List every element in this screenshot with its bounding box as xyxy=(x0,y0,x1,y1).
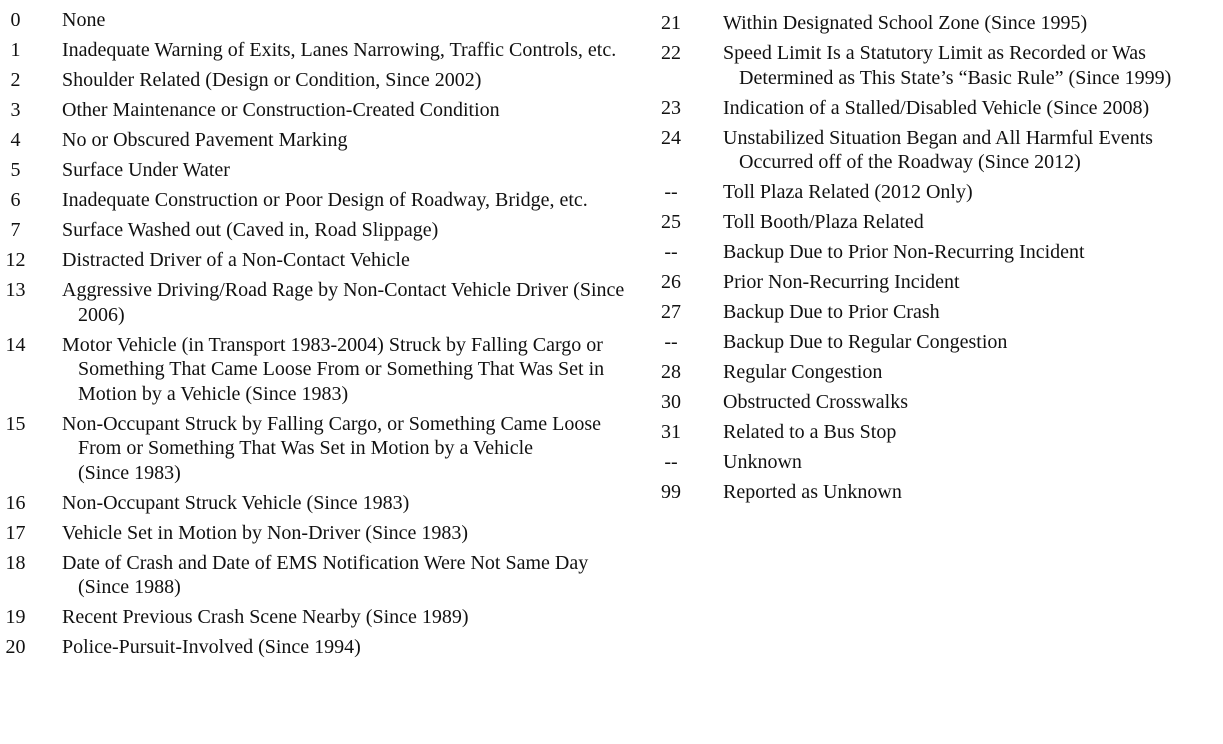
item-code: 31 xyxy=(661,421,681,443)
item-label: Motor Vehicle (in Transport 1983-2004) Struck by Falling Cargo or Something That Came Loose From or Something That Was Set in Motion by a Vehicle (Since 1983) xyxy=(62,333,605,405)
item-label: Prior Non-Recurring Incident xyxy=(723,271,960,293)
item-code: 28 xyxy=(661,361,681,383)
item-label: Regular Congestion xyxy=(723,361,883,383)
item-label: Related to a Bus Stop xyxy=(723,421,897,443)
item-label: Indication of a Stalled/Disabled Vehicle (Since 2008) xyxy=(723,96,1150,119)
item-code: 18 xyxy=(5,551,26,574)
left-code-list xyxy=(0,8,625,665)
item-label: Vehicle Set in Motion by Non-Driver (Since 1983) xyxy=(62,521,469,544)
list-item xyxy=(0,491,625,516)
item-label: Toll Plaza Related (2012 Only) xyxy=(723,181,973,203)
item-code: 22 xyxy=(661,42,681,64)
list-item xyxy=(655,270,1215,295)
item-code: 0 xyxy=(10,9,21,31)
item-label: Backup Due to Prior Crash xyxy=(723,301,940,323)
item-label: Backup Due to Regular Congestion xyxy=(723,331,1008,353)
list-item xyxy=(0,248,625,273)
list-item xyxy=(0,8,625,33)
item-code: -- xyxy=(664,241,678,263)
item-code: 14 xyxy=(5,333,26,356)
item-code: -- xyxy=(664,451,678,473)
list-item xyxy=(0,412,625,486)
item-code: 24 xyxy=(661,126,681,149)
item-code: 25 xyxy=(661,211,681,233)
list-item xyxy=(655,126,1215,175)
list-item xyxy=(655,450,1215,475)
item-code: 26 xyxy=(661,271,681,293)
item-code: 21 xyxy=(661,12,681,34)
item-label: Other Maintenance or Construction-Created Condition xyxy=(62,99,500,121)
list-item xyxy=(655,300,1215,325)
item-code: 19 xyxy=(5,606,26,628)
item-label: Distracted Driver of a Non-Contact Vehicle xyxy=(62,249,410,271)
item-code: 1 xyxy=(10,39,21,61)
item-code: 13 xyxy=(5,279,26,301)
list-item xyxy=(655,390,1215,415)
item-code: 12 xyxy=(5,249,26,271)
item-label: Unknown xyxy=(723,451,802,473)
list-item xyxy=(655,210,1215,235)
item-label: Backup Due to Prior Non-Recurring Incident xyxy=(723,241,1085,263)
right-code-list xyxy=(655,11,1215,510)
item-label: Toll Booth/Plaza Related xyxy=(723,211,924,233)
list-item xyxy=(0,128,625,153)
list-item xyxy=(655,180,1215,205)
item-label: Date of Crash and Date of EMS Notification Were Not Same Day (Since 1988) xyxy=(62,551,589,598)
item-label: Police-Pursuit-Involved (Since 1994) xyxy=(62,636,361,658)
item-label: Shoulder Related (Design or Condition, Since 2002) xyxy=(62,69,482,91)
list-item xyxy=(0,605,625,630)
list-item xyxy=(0,521,625,546)
list-item xyxy=(0,218,625,243)
item-label: Non-Occupant Struck by Falling Cargo, or Something Came Loose From or Something That Was Set in Motion by a Vehicle (Since 1983) xyxy=(62,412,601,484)
item-label: No or Obscured Pavement Marking xyxy=(62,129,348,151)
item-code: 27 xyxy=(661,301,681,323)
item-code: 16 xyxy=(5,491,26,514)
item-label: Inadequate Warning of Exits, Lanes Narrowing, Traffic Controls, etc. xyxy=(62,39,617,61)
item-label: Aggressive Driving/Road Rage by Non-Contact Vehicle Driver (Since 2006) xyxy=(62,279,625,326)
item-code: 30 xyxy=(661,391,681,413)
item-label: Unstabilized Situation Began and All Harmful Events Occurred off of the Roadway (Since 2012) xyxy=(723,126,1153,173)
item-label: Non-Occupant Struck Vehicle (Since 1983) xyxy=(62,491,410,514)
list-item xyxy=(655,480,1215,505)
list-item xyxy=(0,551,625,600)
item-code: 15 xyxy=(5,412,26,435)
list-item xyxy=(0,278,625,327)
item-code: 20 xyxy=(5,636,26,658)
item-code: 17 xyxy=(5,521,26,544)
list-item xyxy=(655,330,1215,355)
list-item xyxy=(655,41,1215,90)
item-label: Surface Under Water xyxy=(62,159,230,181)
item-code: 6 xyxy=(10,189,21,211)
item-code: 7 xyxy=(10,219,21,241)
item-code: 5 xyxy=(10,159,21,181)
item-label: Recent Previous Crash Scene Nearby (Since 1989) xyxy=(62,606,469,628)
item-code: -- xyxy=(664,331,678,353)
item-label: Reported as Unknown xyxy=(723,481,902,503)
item-label: Inadequate Construction or Poor Design of Roadway, Bridge, etc. xyxy=(62,189,588,211)
item-label: Surface Washed out (Caved in, Road Slippage) xyxy=(62,219,439,241)
item-label: Speed Limit Is a Statutory Limit as Recorded or Was Determined as This State’s “Basic Rule” (Since 1999) xyxy=(723,42,1172,89)
item-code: 4 xyxy=(10,129,21,151)
list-item xyxy=(0,68,625,93)
item-code: -- xyxy=(664,181,678,203)
list-item xyxy=(0,188,625,213)
item-code: 3 xyxy=(10,99,21,121)
list-item xyxy=(655,360,1215,385)
list-item xyxy=(0,38,625,63)
item-label: None xyxy=(62,9,106,31)
item-code: 2 xyxy=(10,69,21,91)
item-code: 99 xyxy=(661,481,681,503)
list-item xyxy=(0,333,625,407)
item-label: Obstructed Crosswalks xyxy=(723,391,908,413)
list-item xyxy=(655,240,1215,265)
list-item xyxy=(0,158,625,183)
list-item xyxy=(655,11,1215,36)
list-item xyxy=(0,635,625,660)
list-item xyxy=(655,420,1215,445)
item-label: Within Designated School Zone (Since 1995) xyxy=(723,12,1088,34)
list-item xyxy=(655,96,1215,121)
item-code: 23 xyxy=(661,96,681,119)
list-item xyxy=(0,98,625,123)
